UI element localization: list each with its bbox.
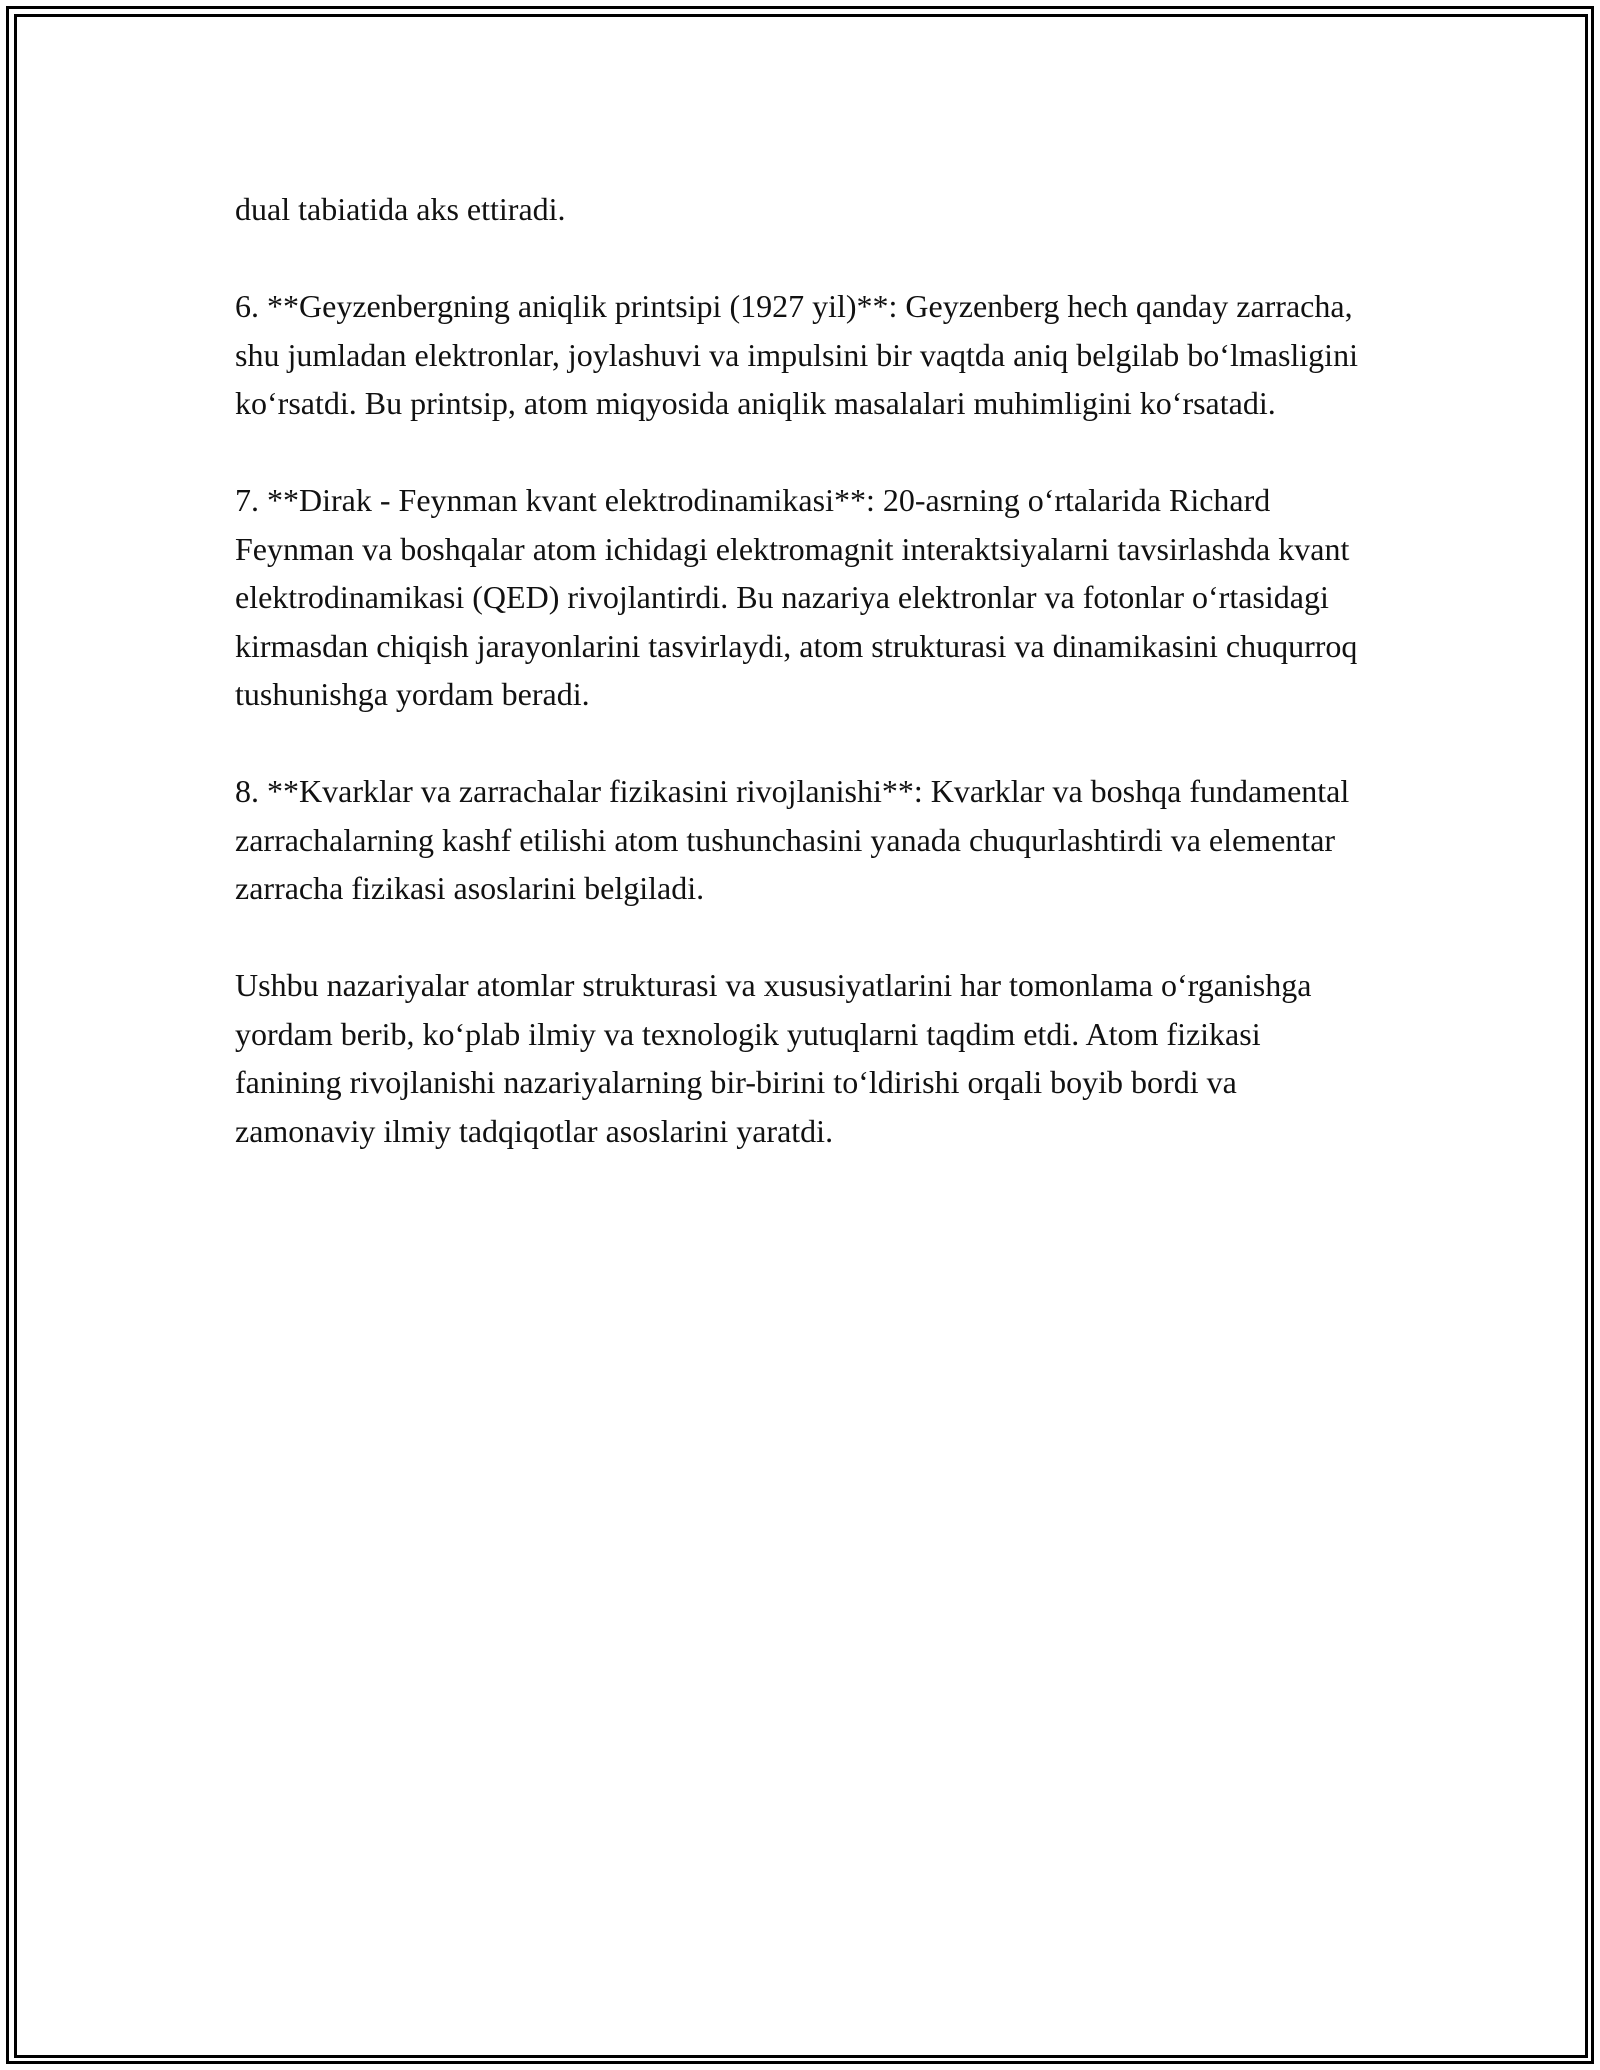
paragraph-item-7: 7. **Dirak - Feynman kvant elektrodinamikasi**: 20-asrning o‘rtalarida Richard Feynman va boshqalar atom ichidagi elektromagnit interaktsiyalarni tavsirlashda kvant elektrodinamikasi (QED) rivojlantirdi. Bu nazariya elektronlar va fotonlar o‘rtasidagi kirmasdan chiqish jarayonlarini tasvirlaydi, atom strukturasi va dinamikasini chuqurroq tushunishga yordam beradi. — [235, 482, 1358, 712]
paragraph-item-8: 8. **Kvarklar va zarrachalar fizikasini rivojlanishi**: Kvarklar va boshqa fundamental zarrachalarning kashf etilishi atom tushunchasini yanada chuqurlashtirdi va elementar zarracha fizikasi asoslarini belgiladi. — [235, 773, 1350, 906]
paragraph-item-6: 6. **Geyzenbergning aniqlik printsipi (1927 yil)**: Geyzenberg hech qanday zarracha, shu jumladan elektronlar, joylashuvi va impulsini bir vaqtda aniq belgilab bo‘lmasligini ko‘rsatdi. Bu printsip, atom miqyosida aniqlik masalalari muhimligini ko‘rsatadi. — [235, 288, 1358, 421]
paragraph-continuation: dual tabiatida aks ettiradi. — [235, 191, 566, 227]
paragraph-conclusion: Ushbu nazariyalar atomlar strukturasi va xususiyatlarini har tomonlama o‘rganishga yordam berib, ko‘plab ilmiy va texnologik yutuqlarni taqdim etdi. Atom fizikasi fanining rivojlanishi nazariyalarning bir-birini to‘ldirishi orqali boyib bordi va zamonaviy ilmiy tadqiqotlar asoslarini yaratdi. — [235, 967, 1312, 1149]
document-body — [235, 185, 1375, 1204]
